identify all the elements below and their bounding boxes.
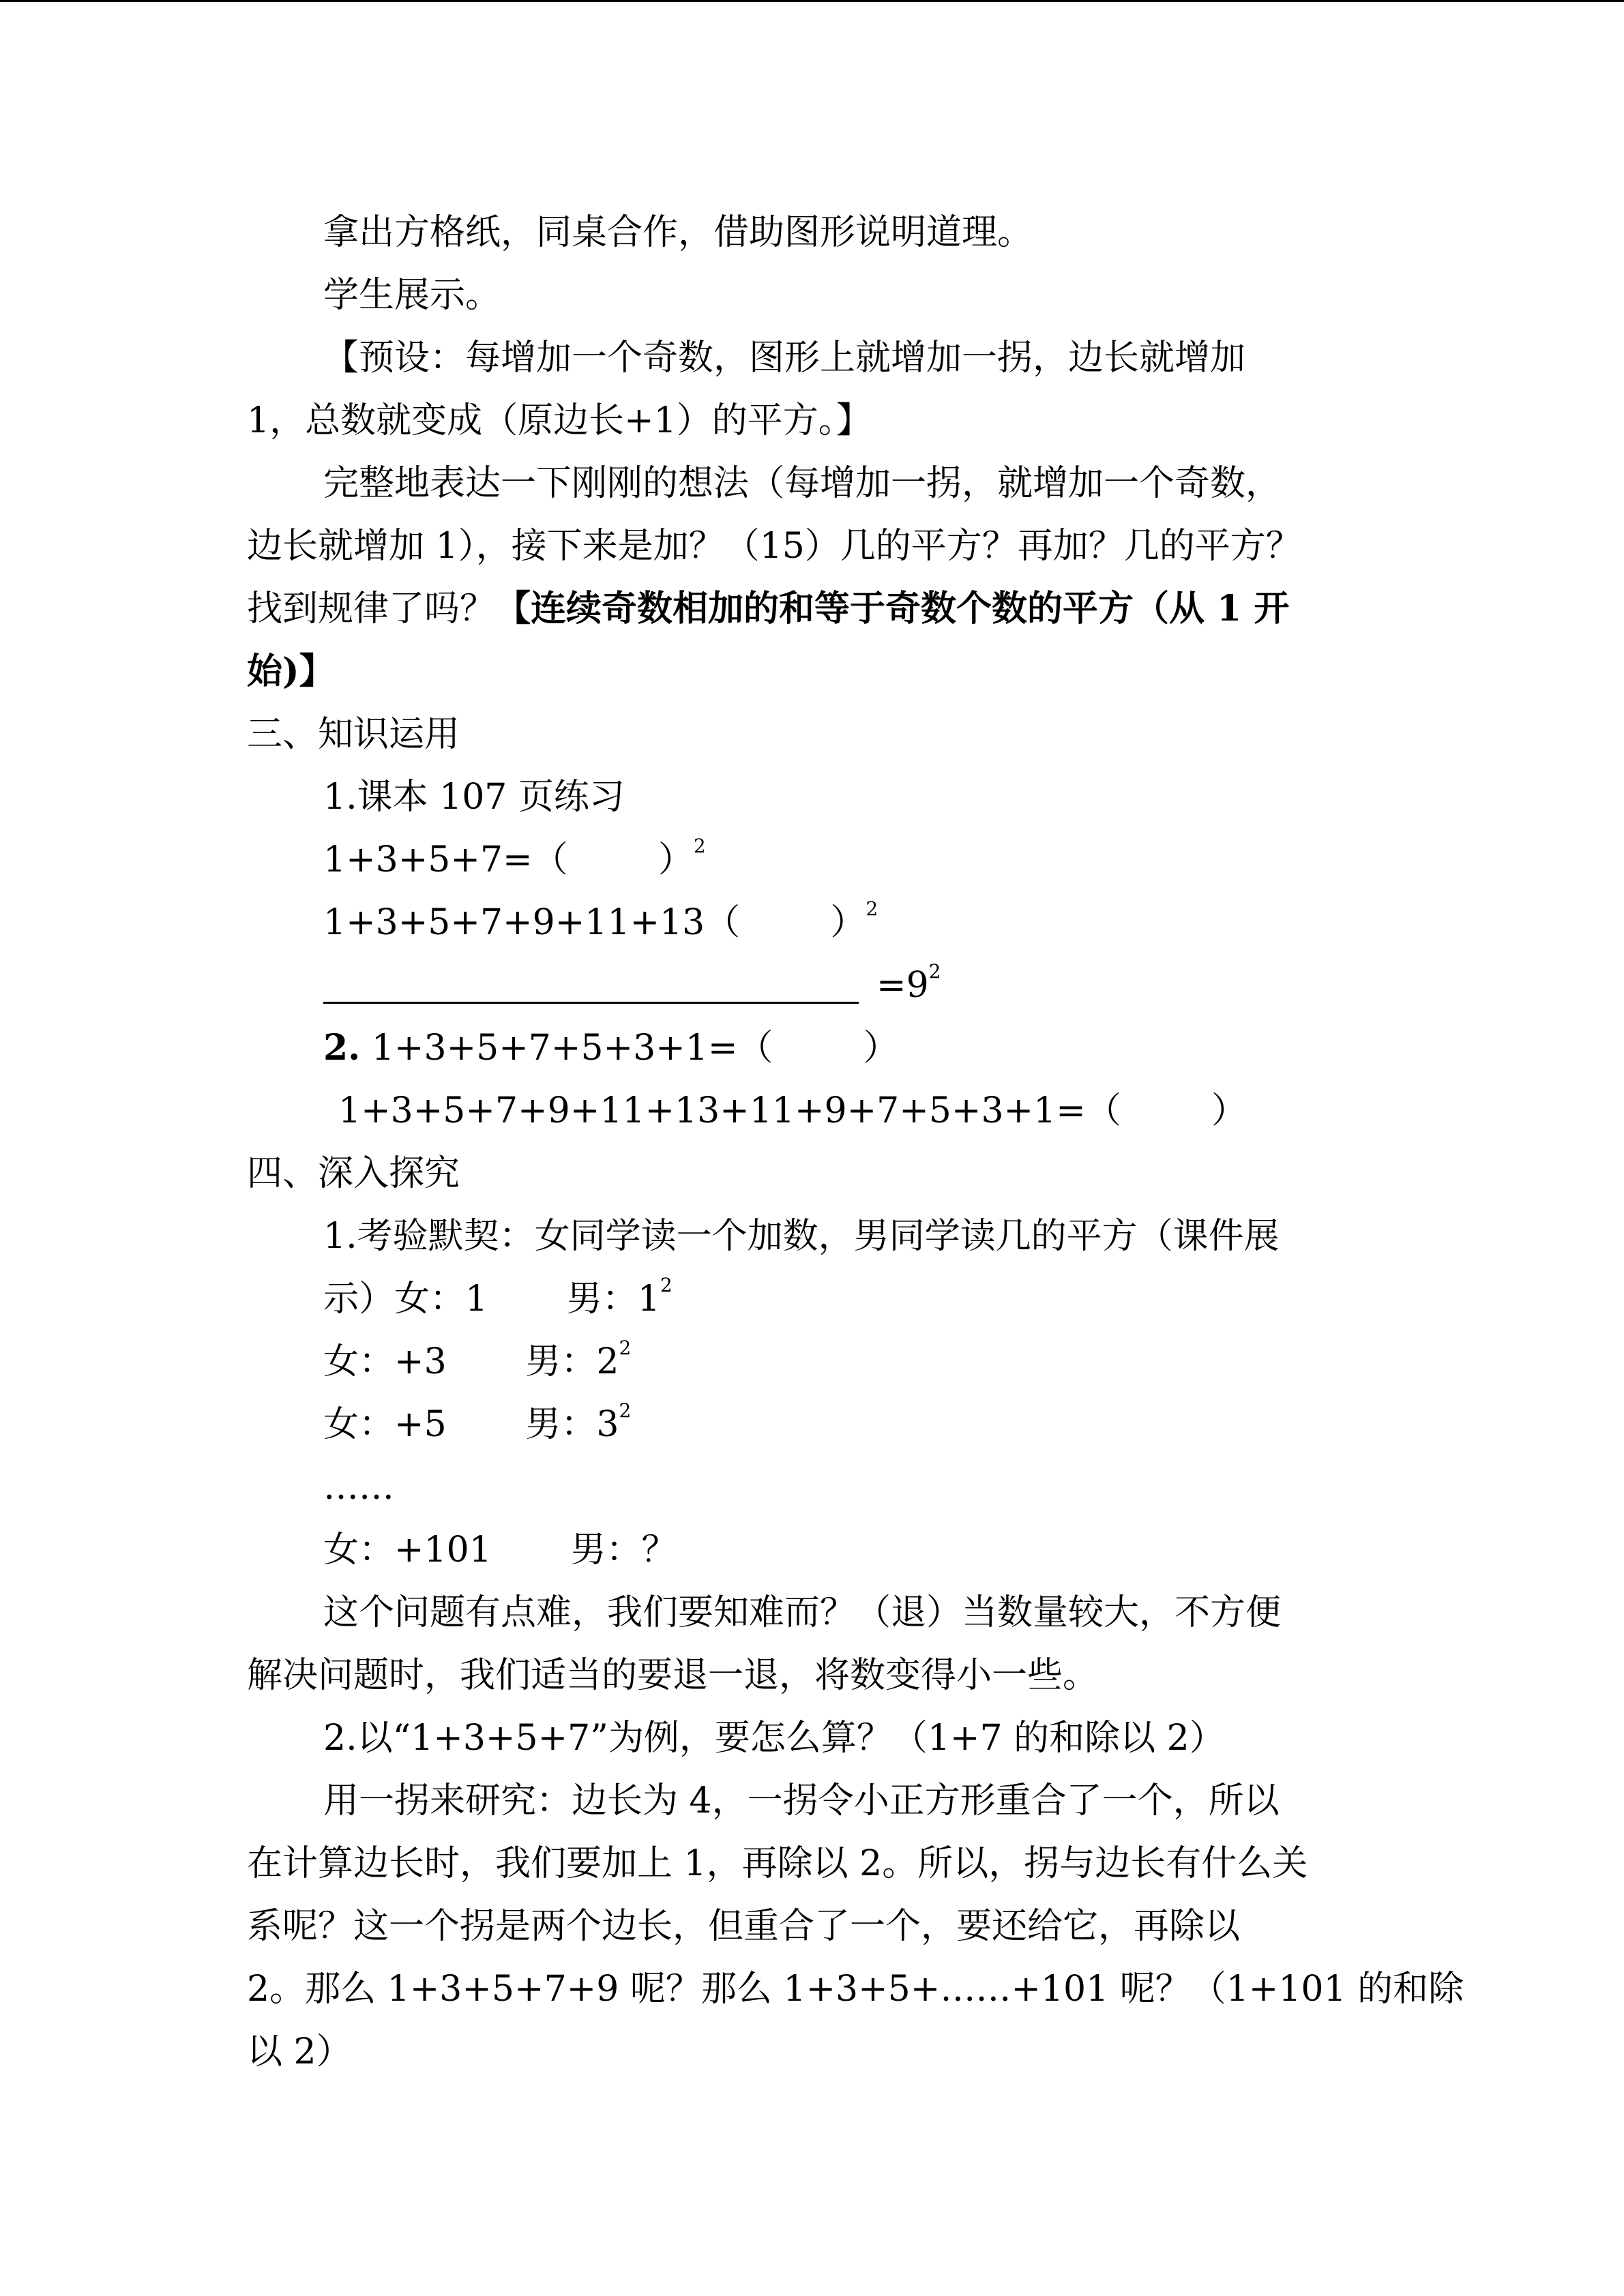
paragraph-line: 在计算边长时，我们要加上 1，再除以 2。所以，拐与边长有什么关 (247, 1843, 1308, 1884)
paragraph-line: 2.以“1+3+5+7”为例，要怎么算？（1+7 的和除以 2） (323, 1718, 1225, 1759)
paragraph-line: 1.考验默契：女同学读一个加数，男同学读几的平方（课件展 (323, 1216, 1280, 1257)
paragraph-line: 1，总数就变成（原边长+1）的平方。】 (247, 400, 872, 441)
equation-text: =9 (876, 965, 929, 1006)
dialogue-line (247, 1268, 1379, 1330)
exponent: 2 (619, 1399, 632, 1422)
exercise-line (247, 1017, 1379, 1079)
dialogue-text: 女：+3 男：2 (323, 1341, 619, 1382)
exponent: 2 (660, 1274, 673, 1296)
paragraph-line: 【预设：每增加一个奇数，图形上就增加一拐，边长就增加 (323, 338, 1246, 378)
dialogue-line (247, 1330, 1379, 1393)
paragraph-line: 学生展示。 (323, 275, 501, 316)
equation-text: 1+3+5+7+9+11+13（ ） (323, 902, 866, 943)
exponent: 2 (928, 960, 941, 983)
exercise-line: 1+3+5+7+9+11+13+11+9+7+5+3+1=（ ） (338, 1090, 1247, 1131)
paragraph-line: 始)】 (247, 651, 335, 692)
paragraph-line: 边长就增加 1），接下来是加？（15）几的平方？再加？几的平方？ (247, 526, 1301, 567)
conclusion-text: 【连续奇数相加的和等于奇数个数的平方（从 1 开 (495, 588, 1290, 629)
paragraph-line: 解决问题时，我们适当的要退一退，将数变得小一些。 (247, 1655, 1099, 1696)
exponent: 2 (619, 1337, 632, 1359)
dialogue-line (247, 1393, 1379, 1456)
paragraph-line: 以 2） (247, 2031, 352, 2072)
section-heading: 三、知识运用 (247, 714, 460, 755)
paragraph-line: 拿出方格纸，同桌合作，借助图形说明道理。 (323, 212, 1033, 253)
text-span: 找到规律了吗？ (247, 588, 496, 629)
exponent: 2 (866, 897, 879, 920)
paragraph-line: 用一拐来研究：边长为 4，一拐令小正方形重合了一个，所以 (323, 1780, 1280, 1821)
exercise-line (247, 954, 1379, 1017)
dialogue-text: 女：+5 男：3 (323, 1404, 619, 1445)
exercise-title: 1.课本 107 页练习 (323, 777, 625, 818)
dialogue-text: 示）女：1 男：1 (323, 1279, 660, 1320)
document-page (247, 201, 1464, 2083)
exercise-line (247, 891, 1379, 954)
ellipsis-line: …… (323, 1467, 394, 1508)
paragraph-line: 完整地表达一下刚刚的想法（每增加一拐，就增加一个奇数， (323, 463, 1282, 504)
paragraph-line: 系呢？这一个拐是两个边长，但重合了一个，要还给它，再除以 (247, 1906, 1241, 1947)
answer-blank-line (323, 957, 859, 1004)
paragraph-line: 这个问题有点难，我们要知难而？（退）当数量较大，不方便 (323, 1592, 1282, 1633)
equation-text: 1+3+5+7=（ ） (323, 839, 694, 880)
paragraph-line: 2。那么 1+3+5+7+9 呢？那么 1+3+5+……+101 呢？（1+101 的和除 (247, 1969, 1464, 2010)
dialogue-line: 女：+101 男：？ (323, 1530, 677, 1570)
exercise-line (247, 829, 1379, 891)
section-heading: 四、深入探究 (247, 1153, 460, 1194)
exponent: 2 (693, 835, 706, 857)
page-top-border (0, 0, 1624, 2)
equation-text: 1+3+5+7+5+3+1=（ ） (360, 1028, 899, 1069)
paragraph-line (247, 578, 1379, 640)
exercise-number: 2. (323, 1027, 361, 1069)
